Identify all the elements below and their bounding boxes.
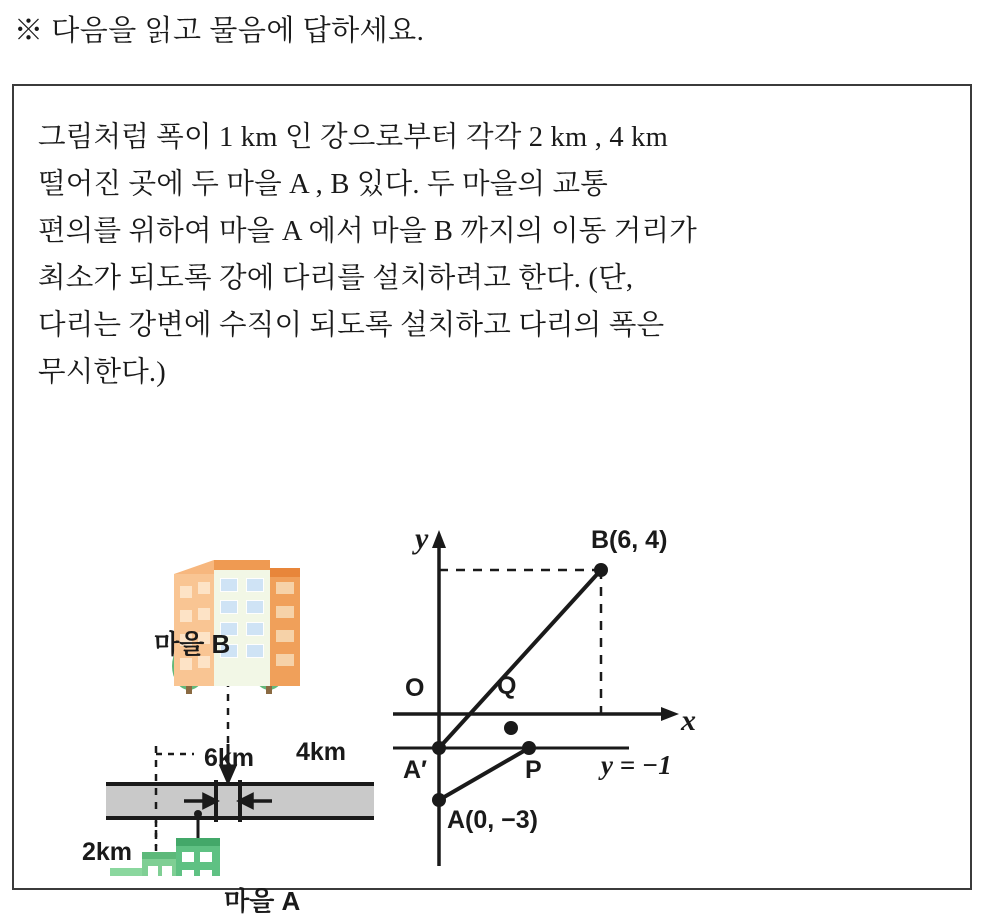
question-box xyxy=(12,84,972,916)
point-a-prime-dot xyxy=(432,741,446,755)
stem-line-6: 무시한다.) xyxy=(38,357,166,388)
x-axis xyxy=(393,707,679,721)
point-q-label: Q xyxy=(497,672,517,700)
y-axis-label: y xyxy=(415,522,429,555)
y-axis xyxy=(432,530,446,866)
coordinate-graph xyxy=(379,516,739,876)
village-a-label: 마을 A xyxy=(224,886,301,916)
stem-line-1: 그림처럼 폭이 1 km 인 강으로부터 각각 2 km , 4 km xyxy=(38,122,668,153)
point-a-label: A(0, −3) xyxy=(447,806,539,834)
river-illustration-svg xyxy=(64,516,394,876)
point-q-dot xyxy=(504,721,518,735)
point-b-label: B(6, 4) xyxy=(591,526,668,554)
river-illustration xyxy=(64,516,394,916)
origin-label: O xyxy=(405,674,425,702)
stem-line-2: 떨어진 곳에 두 마을 A , B 있다. 두 마을의 교통 xyxy=(38,169,609,200)
distance-6km-label: 6km xyxy=(204,744,255,772)
figure-area xyxy=(34,516,952,916)
segment-aprime-to-b xyxy=(439,570,601,748)
stem-line-3: 편의를 위하여 마을 A 에서 마을 B 까지의 이동 거리가 xyxy=(38,216,697,247)
point-a-prime-label: A′ xyxy=(403,756,428,784)
point-p-dot xyxy=(522,741,536,755)
instruction-text: ※ 다음을 읽고 물음에 답하세요. xyxy=(14,15,425,47)
point-b-dot xyxy=(594,563,608,577)
dashed-helpers xyxy=(439,570,601,714)
point-a-dot xyxy=(432,793,446,807)
x-axis-label: x xyxy=(681,704,696,737)
question-stem xyxy=(38,114,948,396)
stem-line-4: 최소가 되도록 강에 다리를 설치하려고 한다. (단, xyxy=(38,263,634,294)
line-equation-label: y = −1 xyxy=(601,750,672,780)
coordinate-graph-svg xyxy=(379,516,739,876)
segment-a-to-p xyxy=(439,748,529,800)
distance-4km-label: 4km xyxy=(296,738,347,766)
point-p-label: P xyxy=(525,756,542,784)
distance-2km-label: 2km xyxy=(82,838,133,866)
village-b-label: 마을 B xyxy=(154,629,231,659)
stem-line-5: 다리는 강변에 수직이 되도록 설치하고 다리의 폭은 xyxy=(38,310,665,341)
plotted-points xyxy=(432,563,608,807)
